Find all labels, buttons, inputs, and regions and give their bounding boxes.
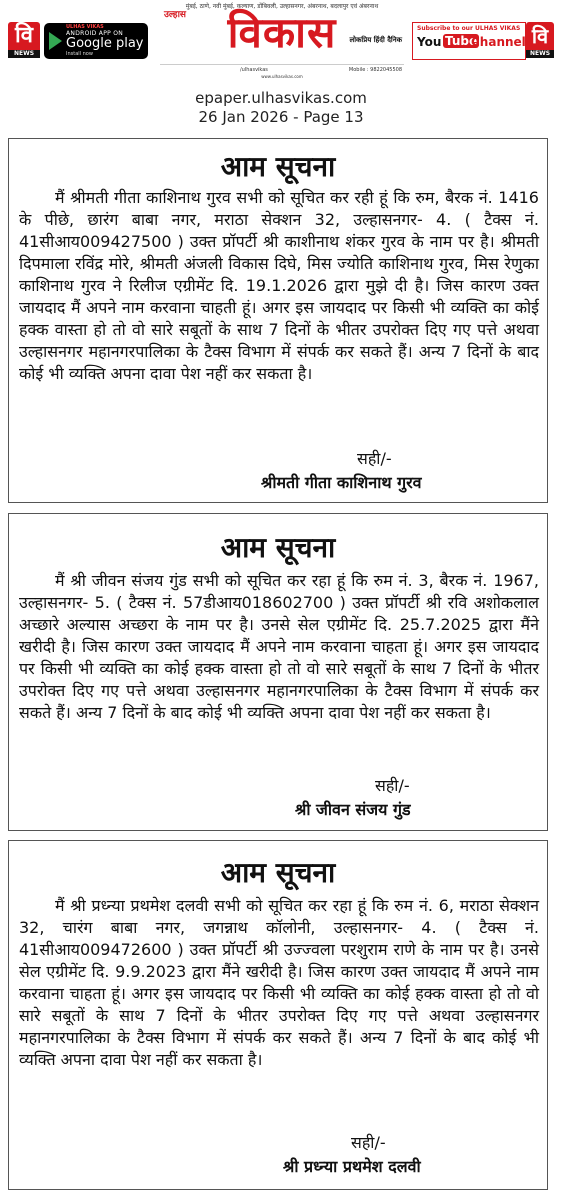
yt-you-text: You (417, 35, 442, 49)
youtube-channel-badge[interactable] (412, 22, 526, 60)
date-page: 26 Jan 2026 - Page 13 (198, 108, 364, 126)
masthead-url: www.ulhasvikas.com (261, 74, 303, 79)
play-store-icon (49, 32, 62, 50)
masthead-cities: मुंबई, ठाणे, नवी मुंबई, कल्याण, डोंबिवली, उल्हासनगर, अंबरनाथ, बदलापुर एवं अंबरनाथ (185, 3, 379, 10)
masthead-tagline: लोकप्रिय हिंदी दैनिक (349, 36, 402, 44)
right-news-logo (526, 22, 554, 56)
notice-box (8, 513, 548, 831)
masthead-title: विकास (227, 8, 337, 57)
masthead-mobile: Mobile : 9822045508 (348, 67, 402, 73)
notice-box (8, 138, 548, 503)
yt-subscribe-text: Subscribe to our ULHAS VIKAS (417, 25, 521, 32)
epaper-site: epaper.ulhasvikas.com (195, 89, 367, 107)
notice-sahi: सही/- (351, 1133, 386, 1152)
notice-title: आम सूचना (220, 856, 336, 889)
youtube-icon: Tube (445, 34, 478, 48)
notice-signature: श्री जीवन संजय गुंड (295, 800, 411, 819)
google-play-badge[interactable] (44, 23, 148, 59)
notice-body: मैं श्रीमती गीता काशिनाथ गुरव सभी को सूचित कर रही हूं कि रुम, बैरक नं. 1416 के पीछे, छारंग बाबा नगर, मराठा सेक्शन 32, उल्हासनगर- 4. ( टैक्स नं. 41सीआय009427500 ) उक्त प्रॉपर्टी श्री काशीनाथ शंकर गुरव के नाम पर है। श्रीमती दिपमाला रविंद्र मोरे, श्रीमती अंजली विकास दिघे, मिस ज्योति काशिनाथ गुरव, मिस रेणुका काशिनाथ गुरव ने रिलीज एग्रीमेंट दि. 19.1.2026 द्वारा मुझे दी है। जिस कारण उक्त जायदाद मैं अपने नाम करवाना चाहती हूं। अगर इस जायदाद पर किसी भी व्यक्ति का कोई हक्क वास्ता हो तो वो सारे सबूतों के साथ 7 दिनों के भीतर उपरोक्त दिए गए पत्ते अथवा उल्हासनगर महानगरपालिका के टैक्स विभाग में संपर्क कर सकते हैं। अन्य 7 दिनों के बाद कोई भी व्यक्ति अपना दावा पेश नहीं कर सकता है। (19, 188, 539, 383)
notice-body: मैं श्री प्रध्न्या प्रथमेश दलवी सभी को सूचित कर रहा हूं कि रुम नं. 6, मराठा सेक्शन 32, चारंग बाबा नगर, जगन्नाथ कॉलोनी, उल्हासनगर- 4. ( टैक्स नं. 41सीआय009472600 ) उक्त प्रॉपर्टी श्री उज्ज्वला परशुराम राणे के नाम पर है। उनसे सेल एग्रीमेंट दि. 9.9.2023 द्वारा मैंने खरीदी है। जिस कारण उक्त जायदाद मैं अपने नाम करवाना चाहता हूं। अगर इस जायदाद पर किसी भी व्यक्ति का कोई हक्क वास्ता हो तो वो सारे सबूतों के साथ 7 दिनों के भीतर उपरोक्त दिए गए पत्ते अथवा उल्हासनगर महानगरपालिका के टैक्स विभाग में संपर्क कर सकते हैं। अन्य 7 दिनों के बाद कोई भी व्यक्ति अपना दावा पेश नहीं कर सकता है। (19, 896, 539, 1069)
notice-sahi: सही/- (357, 449, 392, 468)
notice-title: आम सूचना (220, 531, 336, 564)
left-logo-news-label: NEWS (8, 50, 40, 58)
left-news-logo (8, 22, 40, 56)
notice-signature: श्रीमती गीता काशिनाथ गुरव (261, 473, 422, 492)
gplay-brand: ULHAS VIKAS (66, 24, 104, 30)
notice-title: आम सूचना (220, 150, 336, 183)
yt-channel-text: Channel (471, 35, 526, 49)
gplay-small-text: ANDROID APP ON (66, 30, 124, 37)
newspaper-header (0, 0, 562, 86)
left-logo-letter: वि (15, 23, 33, 48)
notice-signature: श्री प्रध्न्या प्रथमेश दलवी (283, 1157, 421, 1176)
gplay-big-text: Google play (66, 36, 144, 51)
masthead-small-title: उल्हास (164, 10, 187, 20)
gplay-install-text: Install now (66, 51, 93, 57)
masthead-social-handle: /ulhasvikas (240, 67, 268, 73)
right-logo-letter: वि (531, 24, 549, 48)
right-logo-news-label: NEWS (526, 50, 554, 58)
notice-sahi: सही/- (375, 776, 410, 795)
notice-box (8, 840, 548, 1190)
notice-body: मैं श्री जीवन संजय गुंड सभी को सूचित कर रहा हूं कि रुम नं. 3, बैरक नं. 1967, उल्हासनगर- 5. ( टैक्स नं. 57डीआय018602700 ) उक्त प्रॉपर्टी श्री रवि अशोकलाल अच्छारे अल्यास अच्छरा के नाम पर है। उनसे सेल एग्रीमेंट दि. 25.7.2025 द्वारा मैंने खरीदी है। जिस कारण उक्त जायदाद मैं अपने नाम करवाना चाहता हूं। अगर इस जायदाद पर किसी भी व्यक्ति का कोई हक्क वास्ता हो तो वो सारे सबूतों के साथ 7 दिनों के भीतर उपरोक्त दिए गए पत्ते अथवा उल्हासनगर महानगरपालिका के टैक्स विभाग में संपर्क कर सकते हैं। अन्य 7 दिनों के बाद कोई भी व्यक्ति अपना दावा पेश नहीं कर सकता है। (19, 571, 539, 722)
masthead (160, 2, 404, 78)
